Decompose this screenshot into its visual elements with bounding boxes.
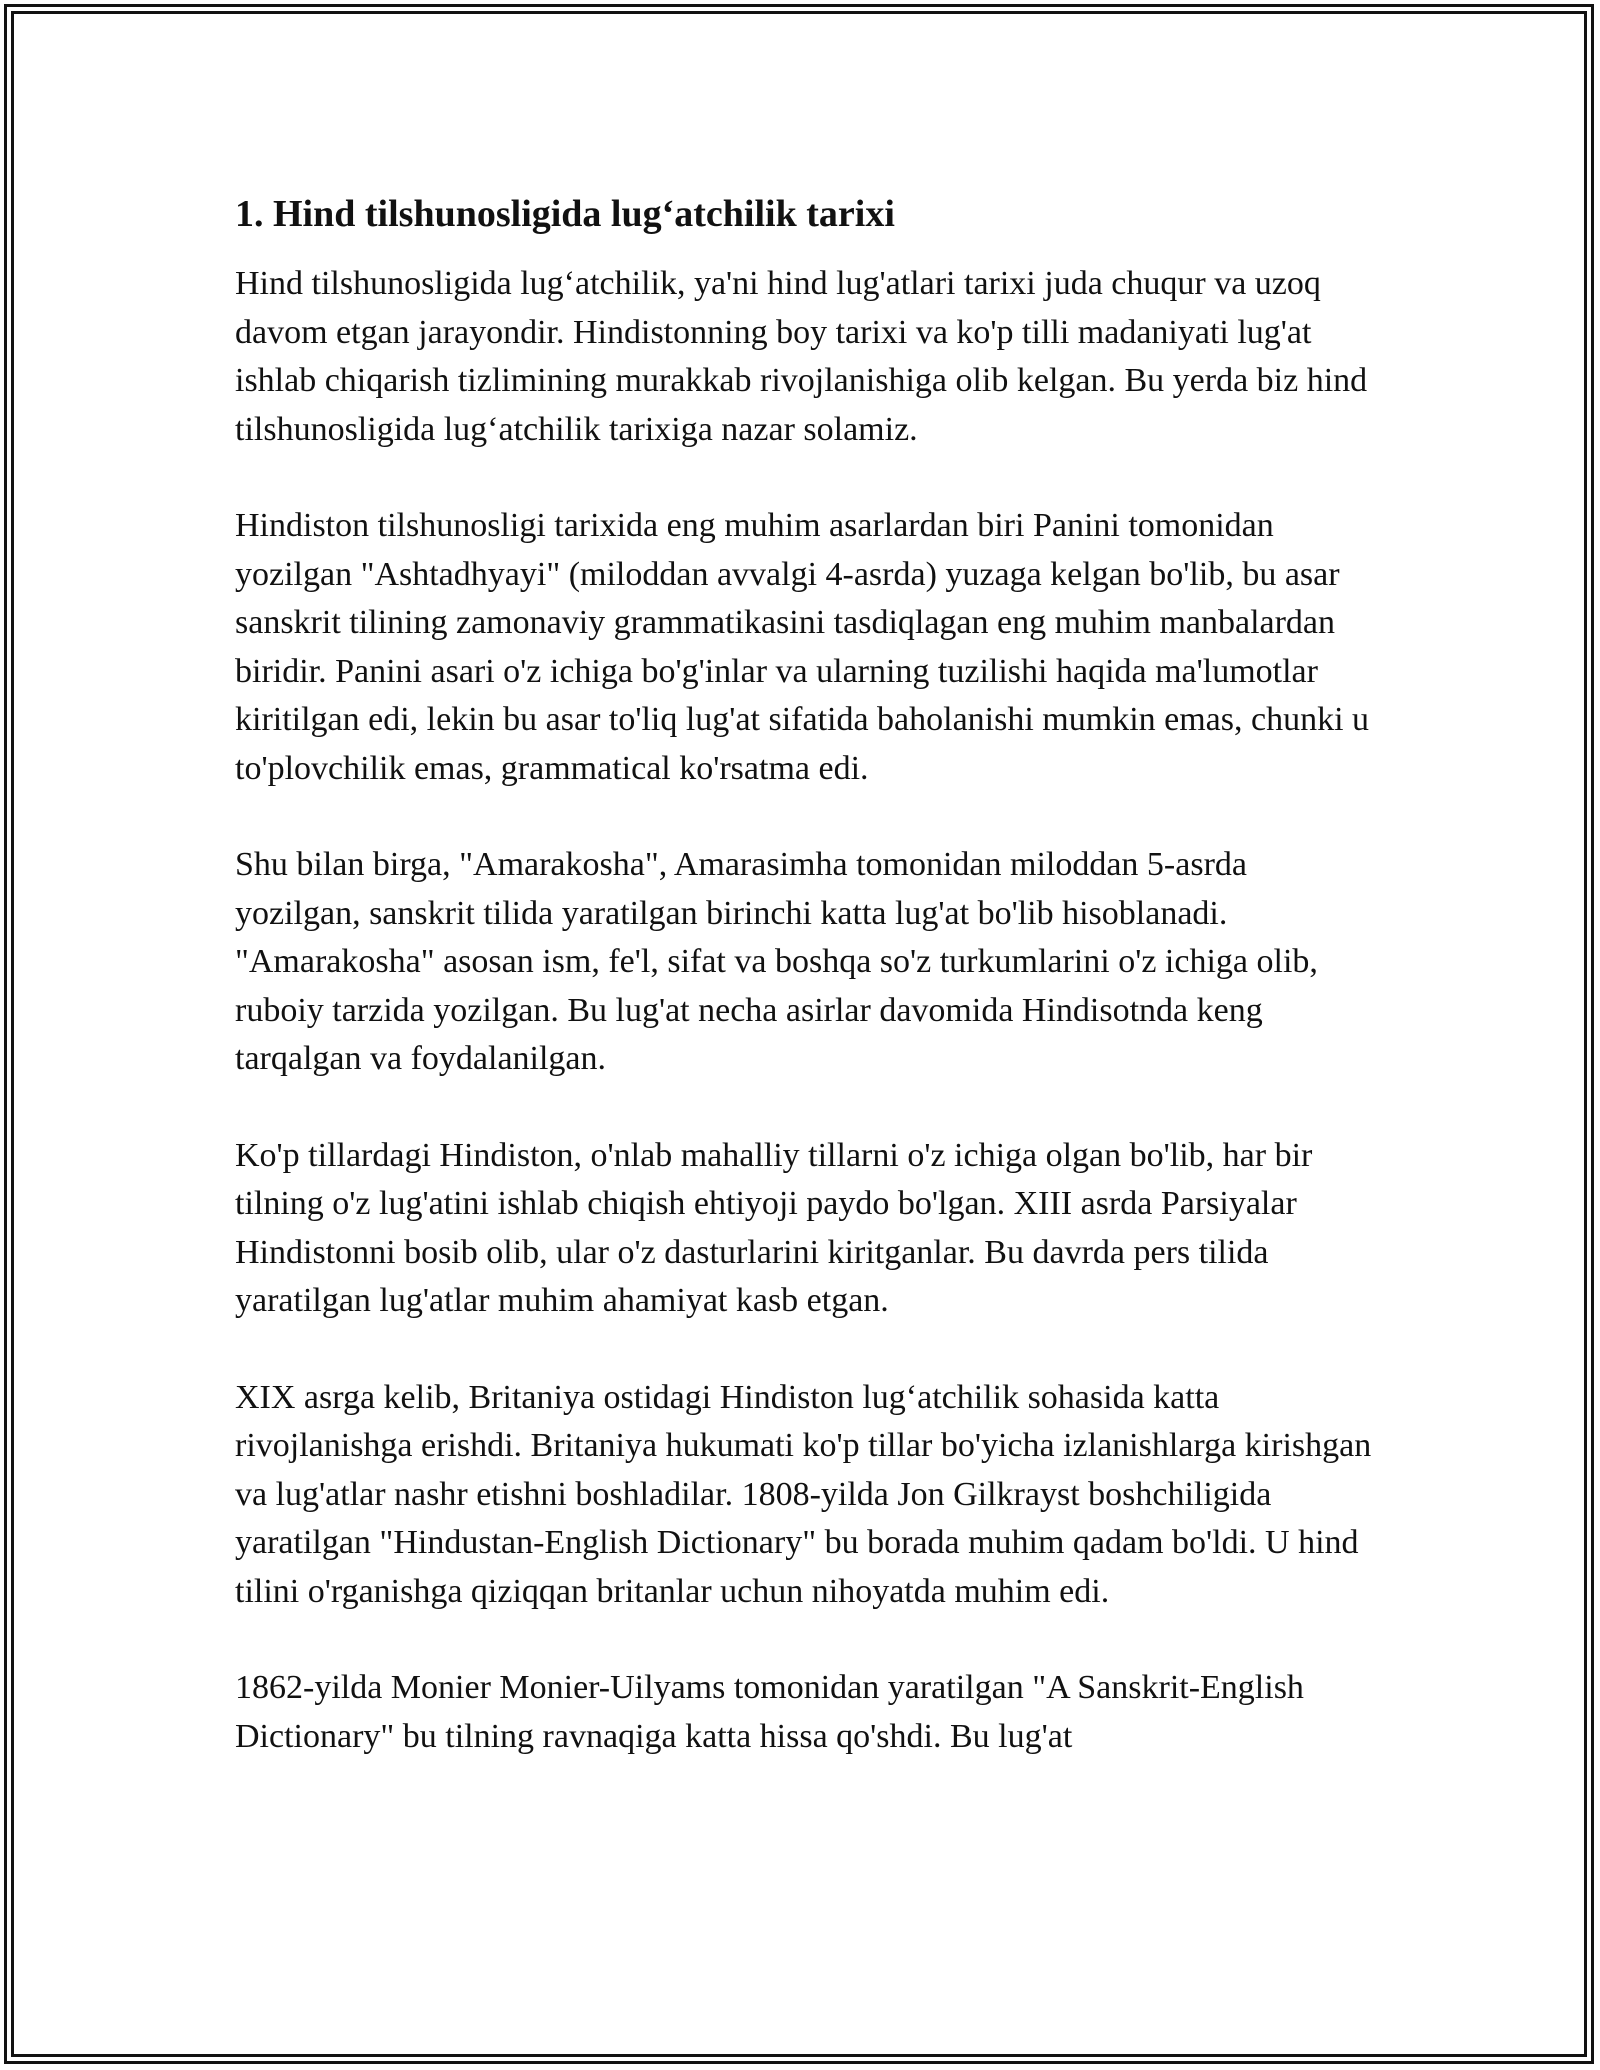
paragraph-3: Shu bilan birga, "Amarakosha", Amarasimha tomonidan miloddan 5-asrda yozilgan, sanskrit tilida yaratilgan birinchi katta lug'at bo'lib hisoblanadi. "Amarakosha" asosan ism, fe'l, sifat va boshqa so'z turkumlarini o'z ichiga olib, ruboiy tarzida yozilgan. Bu lug'at necha asirlar davomida Hindisotnda keng tarqalgan va foydalanilgan. xyxy=(235,846,1318,1077)
section-title: 1. Hind tilshunosligida lug‘atchilik tarixi xyxy=(235,193,895,235)
paragraph-6: 1862-yilda Monier Monier-Uilyams tomonidan yaratilgan "A Sanskrit-English Dictionary" bu tilning ravnaqiga katta hissa qo'shdi. Bu lug'at xyxy=(235,1669,1304,1755)
document-body xyxy=(235,188,1375,1809)
paragraph-5: XIX asrga kelib, Britaniya ostidagi Hindiston lug‘atchilik sohasida katta rivojlanishga erishdi. Britaniya hukumati ko'p tillar bo'yicha izlanishlarga kirishgan va lug'atlar nashr etishni boshladilar. 1808-yilda Jon Gilkrayst boshchiligida yaratilgan "Hindustan-English Dictionary" bu borada muhim qadam bo'ldi. U hind tilini o'rganishga qiziqqan britanlar uchun nihoyatda muhim edi. xyxy=(235,1378,1372,1610)
paragraph-2: Hindiston tilshunosligi tarixida eng muhim asarlardan biri Panini tomonidan yozilgan "Ashtadhyayi" (miloddan avvalgi 4-asrda) yuzaga kelgan bo'lib, bu asar sanskrit tilining zamonaviy grammatikasini tasdiqlagan eng muhim manbalardan biridir. Panini asari o'z ichiga bo'g'inlar va ularning tuzilishi haqida ma'lumotlar kiritilgan edi, lekin bu asar to'liq lug'at sifatida baholanishi mumkin emas, chunki u to'plovchilik emas, grammatical ko'rsatma edi. xyxy=(235,507,1370,787)
paragraph-4: Ko'p tillardagi Hindiston, o'nlab mahalliy tillarni o'z ichiga olgan bo'lib, har bir tilning o'z lug'atini ishlab chiqish ehtiyoji paydo bo'lgan. XIII asrda Parsiyalar Hindistonni bosib olib, ular o'z dasturlarini kiritganlar. Bu davrda pers tilida yaratilgan lug'atlar muhim ahamiyat kasb etgan. xyxy=(235,1136,1313,1319)
paragraph-1: Hind tilshunosligida lug‘atchilik, ya'ni hind lug'atlari tarixi juda chuqur va uzoq davom etgan jarayondir. Hindistonning boy tarixi va ko'p tilli madaniyati lug'at ishlab chiqarish tizlimining murakkab rivojlanishiga olib kelgan. Bu yerda biz hind tilshunosligida lug‘atchilik tarixiga nazar solamiz. xyxy=(235,265,1368,448)
